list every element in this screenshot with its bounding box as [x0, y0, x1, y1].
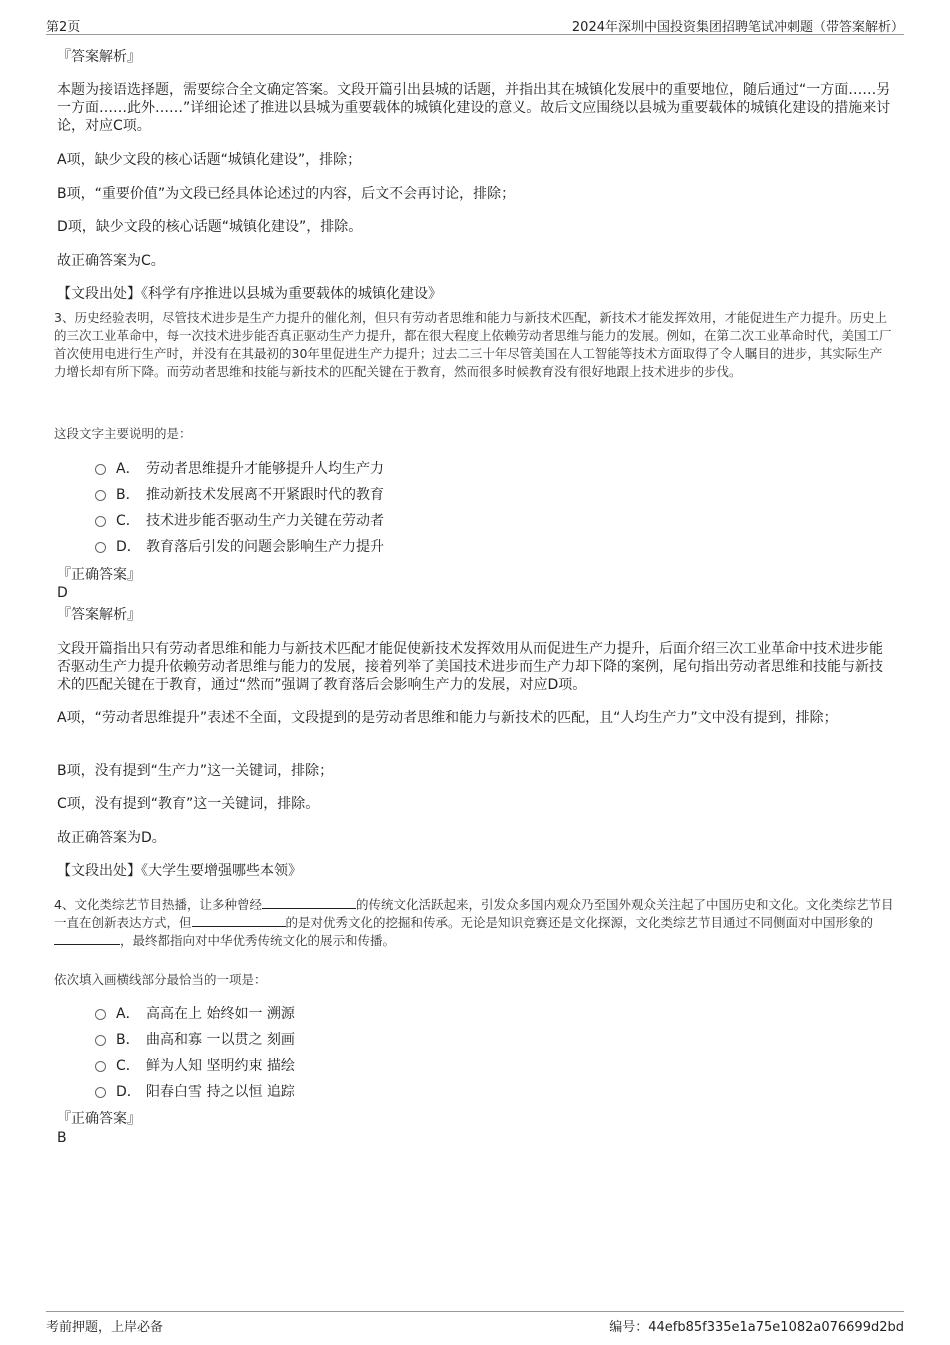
- option-letter: A．: [116, 1006, 140, 1022]
- q4-option-b[interactable]: [95, 1030, 295, 1050]
- q2-analysis-text: 本题为接语选择题，需要综合全文确定答案。文段开篇引出县城的话题，并指出其在城镇化发展中的重要地位，随后通过“一方面……另一方面……此外……”详细论述了推进以县城为重要载体的城镇化建设的意义。故后文应围绕以县城为重要载体的城镇化建设的措施来讨论，对应C项。: [57, 82, 891, 134]
- q3-conclusion: 故正确答案为D。: [57, 830, 166, 846]
- q3-note-b: B项，没有提到“生产力”这一关键词，排除；: [57, 763, 334, 779]
- q3-option-a[interactable]: [95, 459, 384, 479]
- option-text: 教育落后引发的问题会影响生产力提升: [146, 539, 384, 555]
- option-text: 技术进步能否驱动生产力关键在劳动者: [146, 513, 384, 529]
- q3-answer-label: 『正确答案』: [57, 567, 141, 583]
- q4-option-d[interactable]: [95, 1082, 295, 1102]
- q3-answer: D: [57, 585, 68, 601]
- radio-icon[interactable]: [95, 1087, 106, 1098]
- q3-option-c[interactable]: [95, 511, 384, 531]
- q3-option-b[interactable]: [95, 485, 384, 505]
- q3-analysis-label: 『答案解析』: [57, 607, 141, 623]
- q2-analysis-label: 『答案解析』: [57, 49, 141, 65]
- option-letter: C．: [116, 1058, 140, 1074]
- q4-stem: [54, 896, 894, 950]
- option-letter: B．: [116, 487, 140, 503]
- page-number: 第2页: [46, 20, 81, 35]
- option-letter: B．: [116, 1032, 140, 1048]
- radio-icon[interactable]: [95, 516, 106, 527]
- q3-source: 【文段出处】《大学生要增强哪些本领》: [57, 863, 302, 879]
- q2-note-a: A项，缺少文段的核心话题“城镇化建设”，排除；: [57, 152, 362, 168]
- page-header: [46, 14, 904, 35]
- option-text: 曲高和寡 一以贯之 刻画: [146, 1032, 295, 1048]
- q3-prompt: 这段文字主要说明的是：: [54, 426, 192, 441]
- radio-icon[interactable]: [95, 1009, 106, 1020]
- q4-stem-part4: ，最终都指向对中华优秀传统文化的展示和传播。: [120, 933, 396, 948]
- q2-note-d: D项，缺少文段的核心话题“城镇化建设”，排除。: [57, 219, 363, 235]
- q4-stem-part1: 4、文化类综艺节目热播，让多种曾经: [54, 897, 262, 912]
- option-letter: C．: [116, 513, 140, 529]
- q2-conclusion: 故正确答案为C。: [57, 253, 165, 269]
- fill-blank-3[interactable]: [54, 932, 120, 945]
- fill-blank-1[interactable]: [262, 896, 356, 909]
- q3-analysis-text: 文段开篇指出只有劳动者思维和能力与新技术匹配才能促使新技术发挥效用从而促进生产力提升，后面介绍三次工业革命中技术进步能否驱动生产力提升依赖劳动者思维与能力的发展，接着列举了美国技术进步而生产力却下降的案例，尾句指出劳动者思维和技能与新技术的匹配关键在于教育，通过“然而”强调了教育落后会影响生产力的发展，对应D项。: [57, 641, 883, 693]
- q4-option-c[interactable]: [95, 1056, 295, 1076]
- q3-note-c: C项，没有提到“教育”这一关键词，排除。: [57, 796, 320, 812]
- option-letter: D．: [116, 539, 141, 555]
- radio-icon[interactable]: [95, 464, 106, 475]
- q4-prompt: 依次填入画横线部分最恰当的一项是：: [54, 972, 267, 987]
- option-text: 鲜为人知 坚明约束 描绘: [146, 1058, 295, 1074]
- radio-icon[interactable]: [95, 1061, 106, 1072]
- q4-option-a[interactable]: [95, 1004, 295, 1024]
- fill-blank-2[interactable]: [192, 914, 286, 927]
- q4-answer: B: [57, 1130, 67, 1146]
- option-text: 劳动者思维提升才能够提升人均生产力: [146, 461, 384, 477]
- page-footer: [46, 1311, 904, 1336]
- document-serial: 编号：44efb85f335e1a75e1082a076699d2bd: [609, 1320, 904, 1335]
- q2-note-b: B项，“重要价值”为文段已经具体论述过的内容，后文不会再讨论，排除；: [57, 186, 516, 202]
- q3-stem: 3、历史经验表明，尽管技术进步是生产力提升的催化剂，但只有劳动者思维和能力与新技术匹配，新技术才能发挥效用，才能促进生产力提升。历史上的三次工业革命中，每一次技术进步能否真正驱动生产力提升，都在很大程度上依赖劳动者思维与能力的发展。例如，在第二次工业革命时代，美国工厂首次使用电进行生产时，并没有在其最初的30年里促进生产力提升；过去二三十年尽管美国在人工智能等技术方面取得了令人瞩目的进步，其实际生产力增长却有所下降。而劳动者思维和技能与新技术的匹配关键在于教育，然而很多时候教育没有很好地跟上技术进步的步伐。: [54, 310, 892, 379]
- q4-stem-part2: 的传统文化活跃起来，引发众多国内观众乃至国外观众关注起了中国历史和文化。文化类综艺节目一直在创新表达方式，但: [54, 897, 894, 930]
- radio-icon[interactable]: [95, 490, 106, 501]
- option-text: 高高在上 始终如一 溯源: [146, 1006, 295, 1022]
- footer-slogan: 考前押题，上岸必备: [46, 1320, 164, 1335]
- radio-icon[interactable]: [95, 542, 106, 553]
- option-letter: D．: [116, 1084, 141, 1100]
- option-text: 推动新技术发展离不开紧跟时代的教育: [146, 487, 384, 503]
- q4-answer-label: 『正确答案』: [57, 1111, 141, 1127]
- document-title: 2024年深圳中国投资集团招聘笔试冲刺题（带答案解析）: [571, 20, 904, 35]
- q3-note-a: A项，“劳动者思维提升”表述不全面，文段提到的是劳动者思维和能力与新技术的匹配，且“人均生产力”文中没有提到，排除；: [57, 710, 838, 726]
- q2-source: 【文段出处】《科学有序推进以县城为重要载体的城镇化建设》: [57, 286, 442, 302]
- option-letter: A．: [116, 461, 140, 477]
- radio-icon[interactable]: [95, 1035, 106, 1046]
- option-text: 阳春白雪 持之以恒 追踪: [146, 1084, 295, 1100]
- q3-option-d[interactable]: [95, 537, 384, 557]
- q4-stem-part3: 的是对优秀文化的挖掘和传承。无论是知识竞赛还是文化探源，文化类综艺节目通过不同侧面对中国形象的: [285, 915, 874, 930]
